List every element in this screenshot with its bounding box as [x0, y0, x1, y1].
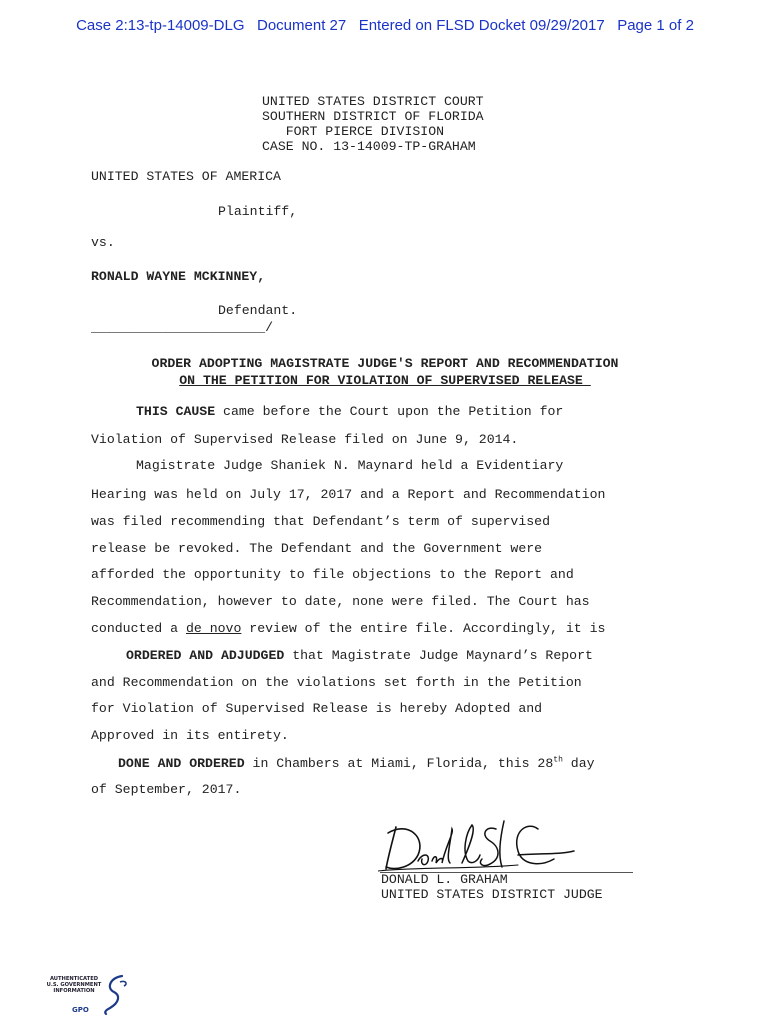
paragraph-1-line-1	[136, 404, 563, 419]
gpo-mark: GPO	[72, 1006, 89, 1014]
gpo-authentication-logo	[44, 972, 134, 1016]
paragraph-2-line-7	[91, 621, 605, 636]
paragraph-2-line-2: Hearing was held on July 17, 2017 and a Report and Recommendation	[91, 487, 606, 502]
paragraph-2-line-4: release be revoked. The Defendant and the Government were	[91, 541, 543, 556]
paragraph-2-line-5: afforded the opportunity to file objections to the Report and	[91, 567, 574, 582]
gpo-authentication-text: AUTHENTICATED U.S. GOVERNMENT INFORMATION	[46, 976, 102, 994]
caption-rule: ______________________/	[91, 320, 274, 335]
court-district: SOUTHERN DISTRICT OF FLORIDA	[262, 109, 484, 124]
paragraph-4-line-2: of September, 2017.	[91, 782, 242, 797]
paragraph-3-line-4: Approved in its entirety.	[91, 728, 289, 743]
done-ordered-label: DONE AND ORDERED	[118, 756, 245, 771]
paragraph-4-text: in Chambers at Miami, Florida, this 28	[244, 756, 554, 771]
paragraph-3-line-3: for Violation of Supervised Release is hereby Adopted and	[91, 701, 543, 716]
court-heading	[262, 94, 484, 154]
paragraph-2-line-7-start: conducted a	[91, 621, 186, 636]
order-title-line1: ORDER ADOPTING MAGISTRATE JUDGE'S REPORT AND RECOMMENDATION	[151, 356, 619, 371]
paragraph-2-line-3: was filed recommending that Defendant’s term of supervised	[91, 514, 550, 529]
paragraph-2-line-7-end: review of the entire file. Accordingly, it is	[241, 621, 606, 636]
paragraph-3-text: that Magistrate Judge Maynard’s Report	[284, 648, 593, 663]
ordered-adjudged-label: ORDERED AND ADJUDGED	[126, 648, 285, 663]
paragraph-3-line-1	[126, 648, 593, 663]
order-title-line2: ON THE PETITION FOR VIOLATION OF SUPERVISED RELEASE	[179, 373, 591, 388]
plaintiff-name: UNITED STATES OF AMERICA	[91, 169, 281, 184]
ordinal-suffix: th	[553, 755, 563, 765]
de-novo-term: de novo	[185, 621, 242, 636]
versus-label: vs.	[91, 235, 115, 250]
docket-header-stamp: Case 2:13-tp-14009-DLG Document 27 Entered on FLSD Docket 09/29/2017 Page 1 of 2	[76, 17, 694, 34]
plaintiff-role: Plaintiff,	[218, 204, 298, 219]
this-cause-label: THIS CAUSE	[136, 404, 216, 419]
court-name: UNITED STATES DISTRICT COURT	[262, 94, 484, 109]
paragraph-4-line-1	[118, 756, 595, 771]
judge-signature	[378, 815, 578, 877]
case-number: CASE NO. 13-14009-TP-GRAHAM	[262, 139, 476, 154]
judge-name: DONALD L. GRAHAM	[381, 872, 508, 887]
paragraph-4-text-end: day	[562, 756, 595, 771]
order-title	[0, 355, 770, 389]
paragraph-2-line-1: Magistrate Judge Shaniek N. Maynard held a Evidentiary	[136, 458, 564, 473]
paragraph-1-line-2: Violation of Supervised Release filed on June 9, 2014.	[91, 432, 519, 447]
paragraph-3-line-2: and Recommendation on the violations set forth in the Petition	[91, 675, 582, 690]
paragraph-2-line-6: Recommendation, however to date, none were filed. The Court has	[91, 594, 590, 609]
paragraph-1-text: came before the Court upon the Petition for	[215, 404, 564, 419]
judge-title: UNITED STATES DISTRICT JUDGE	[381, 887, 603, 902]
eagle-icon	[100, 972, 130, 1016]
defendant-name: RONALD WAYNE MCKINNEY,	[91, 269, 266, 284]
defendant-role: Defendant.	[218, 303, 298, 318]
court-division: FORT PIERCE DIVISION	[262, 124, 445, 139]
